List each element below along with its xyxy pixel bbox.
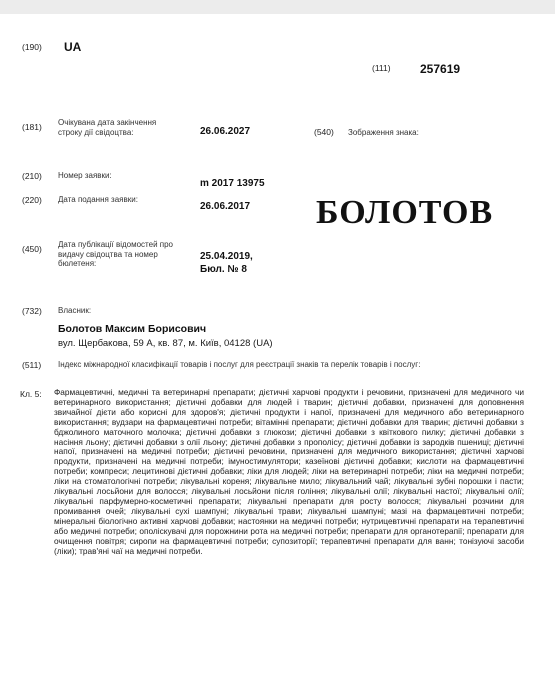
field-511-code: (511): [22, 360, 42, 370]
field-540-label: Зображення знака:: [348, 128, 419, 137]
field-450-label: Дата публікації відомостей про видачу свідоцтва та номер бюлетеня:: [58, 240, 173, 268]
field-220-value: 26.06.2017: [200, 201, 251, 212]
field-210-label: Номер заявки:: [58, 171, 112, 180]
field-210-value: m 2017 13975: [200, 178, 265, 189]
field-181-value: 26.06.2027: [200, 126, 251, 137]
owner-address: вул. Щербакова, 59 А, кв. 87, м. Київ, 04128 (UA): [58, 338, 273, 349]
field-220-label: Дата подання заявки:: [58, 195, 138, 204]
field-181-label: Очікувана дата закінчення строку дії свідоцтва:: [58, 118, 157, 137]
top-band: [0, 0, 555, 14]
field-732-label: Власник:: [58, 306, 92, 315]
reg-number: 257619: [420, 62, 461, 76]
field-450-date: 25.04.2019,: [200, 251, 253, 262]
country: UA: [64, 40, 82, 54]
field-450-code: (450): [22, 244, 42, 254]
field-540-code: (540): [314, 127, 334, 137]
goods-list: Фармацевтичні, медичні та ветеринарні препарати; дієтичні харчові продукти і речовини, призначені для медичного чи ветеринарного використання; дієтичні добавки для людей і тварин; дієтичні добавки, призначені для доповнення звичайної дієти або корисні для здоров'я; дієтичні продукти і напої, призначені для медичного або ветеринарного використання; вудзари на фармацевтичні потреби; вітамінні препарати; дієтичні добавки для тварин; дієтичні добавки з бджолиного маточного молочка; дієтичні добавки з глюкози; дієтичні добавки з квіткового пилку; дієтичні добавки з насіння льону; дієтичні добавки з олії льону; дієтичні добавки з прополісу; дієтичні добавки із зародків пшениці; дієтичні напої, призначені на медичні потреби; дієтичні речовини, призначені для медичного використання; дієтичні харчові продукти, призначені на медичні потреби; імуностимулятори; казеїнові дієтичні добавки; кислоти на фармацевтичні потреби; компреси; лецитинові дієтичні добавки; ліки для людей; ліки на ветеринарні потреби; ліки на медичні потреби; ліки на стоматологічні потреби; лікувальні кореня; лікувальне мило; лікувальний чай; лікувальні зубні порошки і пасти; лікувальні лосьйони для волосся; лікувальні лосьйони після гоління; лікувальні олії; лікувальні настої; лікувальні олії; лікувальні парфумерно-косметичні препарати; лікувальні препарати для росту волосся; лікувальні розчини для промивання очей; лікувальні сухі шампуні; лікувальні трави; лікувальні шампуні; мазі на фармацевтичні потреби; мінеральні біологічно активні харчові добавки; настоянки на медичні потреби; нутрицевтичні препарати на терапевтичні або медичні потреби; ополіскувачі для порожнини рота на медичні потреби; препарати для органотерапії; препарати для очищення повітря; сиропи на фармацевтичні потреби; супозиторії; терапевтичні препарати для ванн; тонізуючі засоби (ліки); трав'яні чаї на медичні потреби.: [54, 388, 524, 556]
field-210-code: (210): [22, 171, 42, 181]
field-220-code: (220): [22, 195, 42, 205]
class-label: Кл. 5:: [20, 389, 42, 399]
field-181-code: (181): [22, 122, 42, 132]
field-450-bulletin: Бюл. № 8: [200, 264, 247, 275]
field-732-code: (732): [22, 306, 42, 316]
trademark-image: БОЛОТОВ: [316, 194, 494, 231]
reg-number-code: (111): [372, 63, 391, 73]
field-511-label: Індекс міжнародної класифікації товарів і послуг для реєстрації знаків та перелік товарів і послуг:: [58, 360, 421, 369]
country-code-label: (190): [22, 42, 42, 52]
owner-name: Болотов Максим Борисович: [58, 323, 207, 335]
